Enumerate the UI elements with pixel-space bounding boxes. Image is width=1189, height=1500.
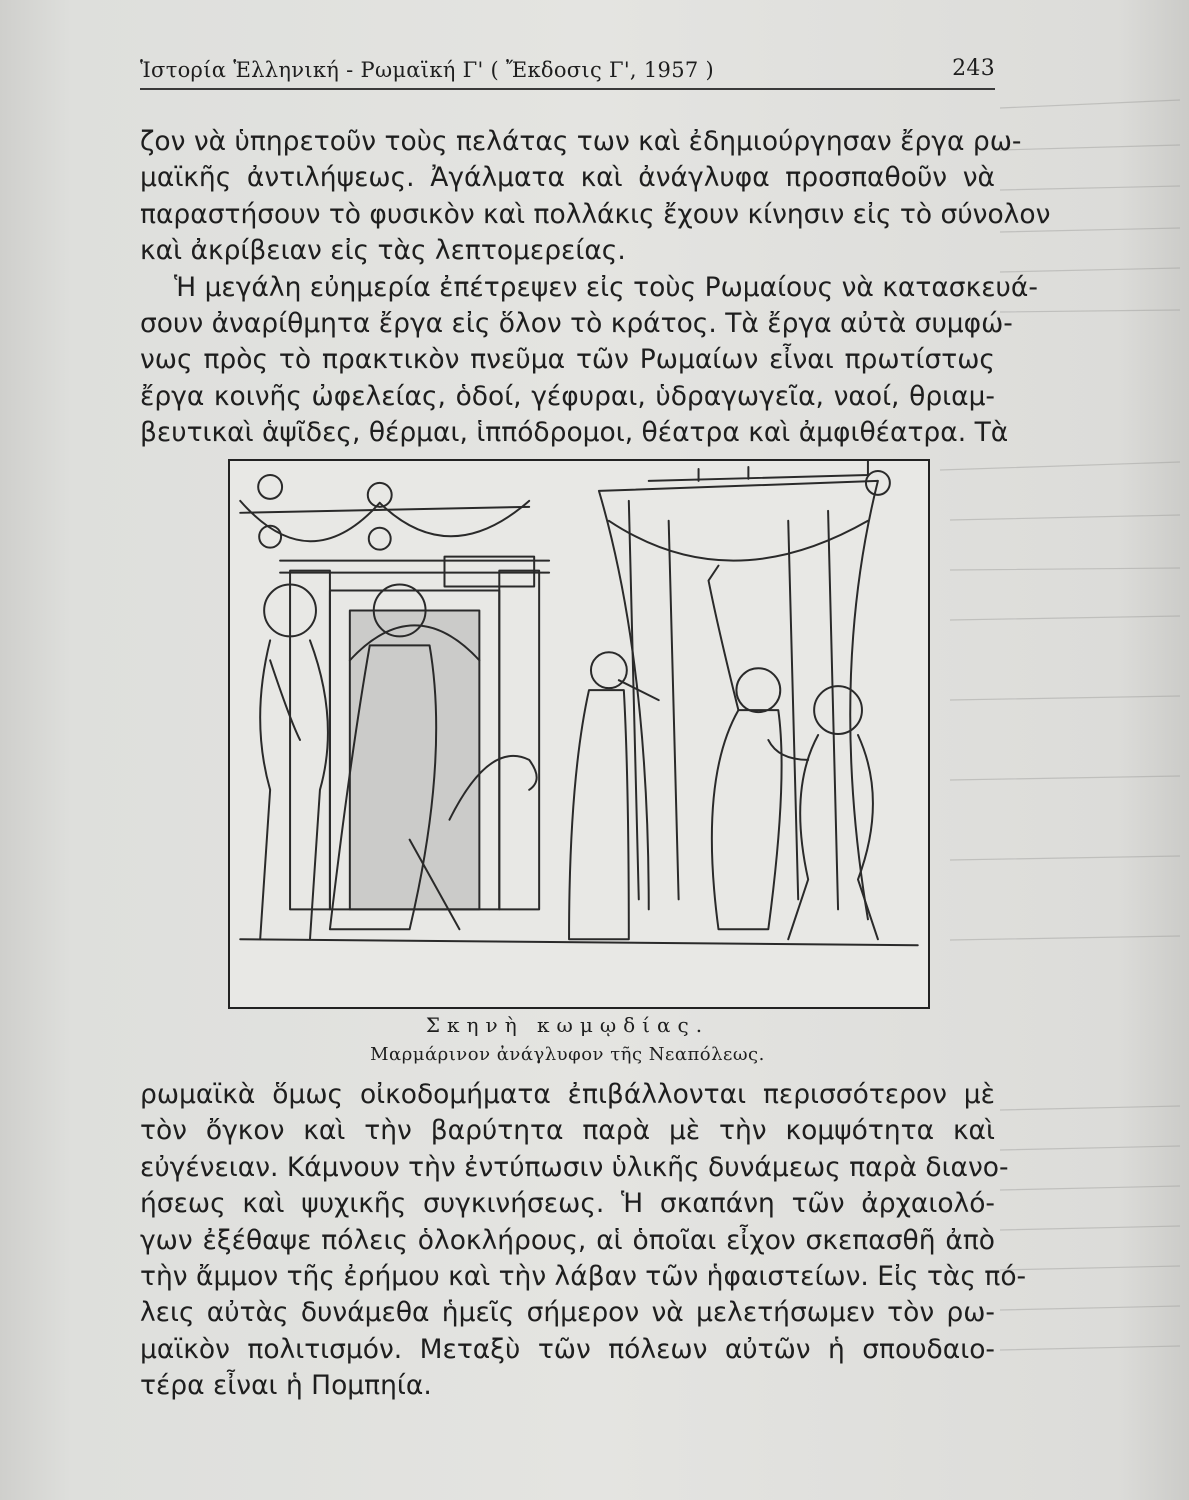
text-line: βευτικαὶ ἁψῖδες, θέρμαι, ἱππόδρομοι, θέατρα καὶ ἀμφιθέατρα. Τὰ (140, 417, 1009, 449)
rosette-icon (369, 528, 391, 550)
comedy-scene-drawing (230, 461, 928, 1007)
text-line: ρωμαϊκὰ ὅμως οἰκοδομήματα ἐπιβάλλονται περισσότερον μὲ (140, 1079, 995, 1110)
text-line: νως πρὸς τὸ πρακτικὸν πνεῦμα τῶν Ρωμαίων εἶναι πρωτίστως (140, 344, 995, 376)
text-line: σουν ἀναρίθμητα ἔργα εἰς ὅλον τὸ κράτος. Τὰ ἔργα αὐτὰ συμφώ- (140, 308, 1013, 340)
figure-caption-subtitle: Μαρμάρινον ἀνάγλυφον τῆς Νεαπόλεως. (370, 1044, 765, 1065)
text-line: μαϊκῆς ἀντιλήψεως. Ἀγάλματα καὶ ἀνάγλυφα προσπαθοῦν νὰ (140, 162, 995, 194)
garland (240, 501, 379, 541)
text-line: τὸν ὄγκον καὶ τὴν βαρύτητα παρὰ μὲ τὴν κομψότητα καὶ (140, 1115, 995, 1147)
text-line: παραστήσουν τὸ φυσικὸν καὶ πολλάκις ἔχουν κίνησιν εἰς τὸ σύνολον (140, 198, 1051, 230)
page-number: 243 (952, 56, 995, 81)
body-text-bottom (140, 1077, 1027, 1405)
running-header (140, 52, 995, 90)
text-line: καὶ ἀκρίβειαν εἰς τὰς λεπτομερείας. (140, 235, 626, 267)
relief-illustration (228, 459, 930, 1009)
text-line: μαϊκὸν πολιτισμόν. Μεταξὺ τῶν πόλεων αὐτῶν ἡ σπουδαιο- (140, 1333, 995, 1365)
text-line: τὴν ἄμμον τῆς ἐρήμου καὶ τὴν λάβαν τῶν ἡφαιστείων. Εἰς τὰς πό- (140, 1261, 1027, 1293)
garland (380, 501, 529, 536)
text-line: τέρα εἶναι ἡ Πομπηία. (140, 1370, 432, 1402)
text-line: ἔργα κοινῆς ὠφελείας, ὁδοί, γέφυραι, ὑδραγωγεῖα, ναοί, θριαμ- (140, 380, 995, 412)
text-line: λεις αὐτὰς δυνάμεθα ἡμεῖς σήμερον νὰ μελετήσωμεν τὸν ρω- (140, 1297, 995, 1329)
text-line: ήσεως καὶ ψυχικῆς συγκινήσεως. Ἡ σκαπάνη τῶν ἀρχαιολό- (140, 1188, 995, 1220)
running-title: Ἱστορία Ἑλληνική - Ρωμαϊκή Γ' ( Ἔκδοσις Γ', 1957 ) (140, 58, 714, 82)
text-line: εὐγένειαν. Κάμνουν τὴν ἐντύπωσιν ὑλικῆς δυνάμεως παρὰ διανο- (140, 1151, 1009, 1183)
rosette-icon (258, 475, 282, 499)
body-text-top (140, 124, 1051, 452)
figure-caption-title: Σκηνὴ κωμῳδίας. (425, 1013, 710, 1037)
text-line: γων ἐξέθαψε πόλεις ὁλοκλήρους, αἱ ὁποῖαι εἶχον σκεπασθῆ ἀπὸ (140, 1224, 995, 1256)
text-line: ζον νὰ ὑπηρετοῦν τοὺς πελάτας των καὶ ἐδημιούργησαν ἔργα ρω- (140, 126, 1022, 157)
rosette-icon (259, 526, 281, 548)
text-line: Ἡ μεγάλη εὐημερία ἐπέτρεψεν εἰς τοὺς Ρωμαίους νὰ κατασκευά- (174, 271, 1038, 303)
